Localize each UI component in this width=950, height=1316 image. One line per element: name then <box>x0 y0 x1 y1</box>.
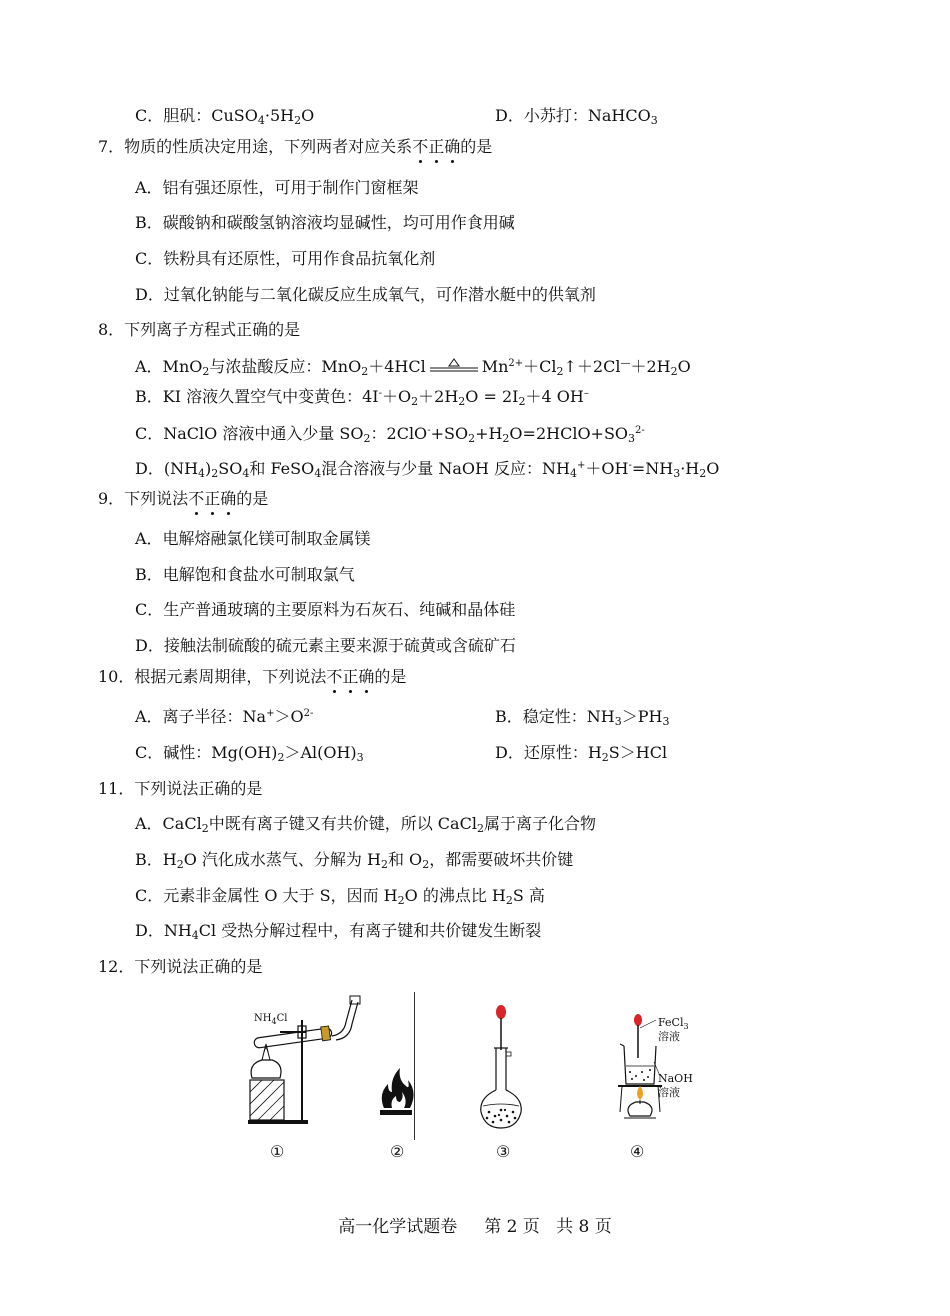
figure-4-naoh-label: NaOH 溶液 <box>658 1072 693 1099</box>
q9-stem: 9．下列说法不正确的是 <box>98 489 269 508</box>
q8-option-d: D．$(NH_4)_2SO_4$和 FeSO$_4$混合溶液与少量 NaOH 反应：$NH_4^++OH^-=NH_3\cdot H_2O$ <box>135 459 720 480</box>
figure-4-fecl3-label: FeCl$_3$ 溶液 <box>658 1016 689 1043</box>
q10-option-d: D．还原性：$H_2S>HCl$ <box>495 743 668 764</box>
q8-stem: 8．下列离子方程式正确的是 <box>98 320 301 339</box>
q9-option-a: A．电解熔融氯化镁可制取金属镁 <box>135 529 371 548</box>
q7-stem: 7．物质的性质决定用途，下列两者对应关系不正确的是 <box>98 137 493 156</box>
figure-divider <box>414 992 415 1140</box>
q6-option-c: C．胆矾：$CuSO_4\cdot 5H_2O$ <box>135 106 315 127</box>
figure-1-heating-apparatus <box>240 992 370 1132</box>
figure-1-label: $NH_4Cl$ <box>254 1013 288 1026</box>
q7-option-c: C．铁粉具有还原性，可用作食品抗氧化剂 <box>135 249 436 268</box>
q9-option-b: B．电解饱和食盐水可制取氯气 <box>135 565 355 584</box>
page-footer <box>0 1212 950 1237</box>
q10-option-b: B．稳定性：$NH_3>PH_3$ <box>495 707 670 728</box>
figure-3-volumetric-flask <box>475 1002 535 1132</box>
q12-stem: 12．下列说法正确的是 <box>98 957 263 976</box>
figure-number-3: ③ <box>496 1142 511 1161</box>
q11-stem: 11．下列说法正确的是 <box>98 779 263 798</box>
q7-option-b: B．碳酸钠和碳酸氢钠溶液均显碱性，均可用作食用碱 <box>135 213 515 232</box>
q11-option-b: B．$H_2O$ 汽化成水蒸气、分解为 $H_2$和 $O_2$，都需要破坏共价键 <box>135 850 574 871</box>
q7-option-d: D．过氧化钠能与二氧化碳反应生成氧气，可作潜水艇中的供氧剂 <box>135 285 596 304</box>
figure-number-4: ④ <box>630 1142 645 1161</box>
q6-option-d: D．小苏打：NaHCO$_3$ <box>495 106 658 127</box>
q9-option-d: D．接触法制硫酸的硫元素主要来源于硫黄或含硫矿石 <box>135 636 516 655</box>
q10-stem: 10．根据元素周期律，下列说法不正确的是 <box>98 667 407 686</box>
figure-number-2: ② <box>390 1142 405 1161</box>
q9-option-c: C．生产普通玻璃的主要原料为石灰石、纯碱和晶体硅 <box>135 600 516 619</box>
q10-option-a: A．离子半径：$Na^+>O^{2-}$ <box>135 707 314 726</box>
q8-option-a: A．MnO$_2$与浓盐酸反应：MnO$_2$＋4HCl $Mn^{2+}+Cl_2↑+2Cl^—+2H_2O$ <box>135 357 691 378</box>
figure-number-1: ① <box>270 1142 285 1161</box>
heating-equals-icon <box>426 356 482 376</box>
footer-total: 共 8 页 <box>556 1217 612 1237</box>
q8-option-b: B．KI 溶液久置空气中变黄色：$4I^-+O_2+2H_2O = 2I_2+4$ OH– <box>135 387 589 408</box>
q11-option-c: C．元素非金属性 O 大于 S，因而 $H_2O$ 的沸点比 $H_2S$ 高 <box>135 886 545 907</box>
figure-4-beaker-heating <box>610 1012 710 1127</box>
q8-option-c: C．NaClO 溶液中通入少量 $SO_2$：$2ClO^-+SO_2+H_2O=2HClO+SO_3^{2-}$ <box>135 424 645 445</box>
footer-page: 第 2 页 <box>484 1217 540 1237</box>
q11-option-a: A．CaCl$_2$中既有离子键又有共价键，所以 CaCl$_2$属于离子化合物 <box>135 814 596 835</box>
q10-option-c: C．碱性：$Mg(OH)_2>Al(OH)_3$ <box>135 743 364 764</box>
flammable-hazard-icon <box>376 1058 416 1118</box>
q7-option-a: A．铝有强还原性，可用于制作门窗框架 <box>135 178 419 197</box>
q11-option-d: D．$NH_4Cl$ 受热分解过程中，有离子键和共价键发生断裂 <box>135 921 542 942</box>
footer-title: 高一化学试题卷 <box>338 1217 458 1237</box>
